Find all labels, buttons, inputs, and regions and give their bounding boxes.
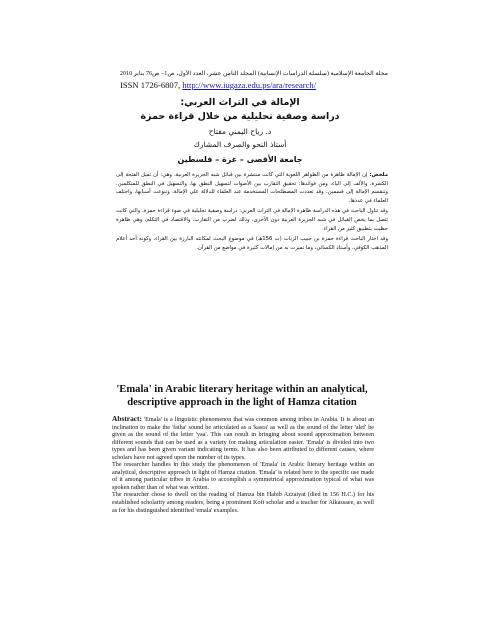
arabic-abstract-lead: ملخص: [369, 172, 388, 178]
issn-line [120, 80, 380, 90]
arabic-abstract-text-1: إن الإمالة ظاهرة من الظواهر اللغوية التي كانت منتشرة بين قبائل شبه الجزيرة العربية، وهي: أن تميل الفتحة إلى الكسرة، والألف إلى الياء، ومن فوائدها: تحقيق التقارب بين الأصوات لتسهيل النطق بها، والتسهيل في النطق للمتكلمين. وتنقسم الإمالة إلى قسمين، وقد تعددت المصطلحات المستخدمة عند العلماء للدلالة على الإمالة، وتنوعت أسبابها، واختلف العلماء في عددها. [116, 172, 388, 205]
english-abstract-lead: Abstract: [112, 414, 142, 423]
arabic-abstract-paragraph: وقد تناول الباحث في هذه الدراسة ظاهرة الإمالة في التراث العربي: دراسة وصفية تحليلية في ضوء قراءة حمزة، والتي كانت تتصل بما يخص القبائل في شبه الجزيرة العربية دون الأخرى، وذلك لضرب من التقارب، والاقتصاد في التكلم، وهي ظاهرة حظيت بتطبيق كثير من القراء. [116, 208, 388, 232]
arabic-abstract-paragraph: وقد اختار الباحث قراءة حمزة بن حبيب الزيات (ت 156هـ) في موضوع البحث لمكانته البارزة بين القراء، وكونه أحد أعلام المذهب الكوفي، وأستاذ الكسائي، وما تميزت به من إمالات كثيرة في مواضع من القرآن. [116, 235, 388, 251]
arabic-title: الإمالة في التراث العربي: [180, 97, 300, 108]
arabic-author: د. رياح اليمني مفتاح [208, 127, 272, 136]
english-abstract-paragraph: The researcher handles in this study the phenomenon of 'Emala' in Arabic literary heritage within an analytical, descriptive approach in light of Hamza citation. 'Emala' is related here to the specific use made of it among particular tribes in Arabia to accomplish a symmetrical approximation typical of what was spoken rather than of what was written. [112, 462, 374, 491]
arabic-abstract-paragraph [116, 171, 388, 206]
arabic-subtitle: دراسة وصفية تحليلية من خلال قراءة حمزة [140, 111, 340, 122]
english-abstract-text-1: 'Emala' is a linguistic phenomenon that was common among tribes in Arabia. It is about an inclination to make the 'fatha' sound be articulated as a 'kasra' as well as the sound of the letter 'alef' be given as the sound of the letter 'yaa'. This can result in bringing about sound approximation between different sounds that can be used as a variety for making articulation easier. 'Emala' is divided into two types and has been given variant indicating terms. It has also been attributed to different causes, where scholars have not agreed upon the number of its types. [112, 417, 374, 461]
arabic-abstract [116, 171, 388, 254]
english-abstract [112, 415, 374, 515]
english-abstract-paragraph [112, 415, 374, 462]
arabic-author-position: أستاذ النحو والصرف المشارك [193, 140, 287, 149]
english-title: 'Emala' in Arabic literary heritage within an analytical, descriptive approach in the light of Hamza citation [116, 384, 368, 408]
english-abstract-paragraph: The researcher chose to dwell on the reading of Hamza bin Habib Azzaiyat (died in 156 H.C.) for his established scholarity among readers, being a prominent Kofi scholar and a teacher for Alkassaee, as well as for his distinguished identified 'emala' examples. [112, 492, 374, 514]
journal-header: مجلة الجامعة الإسلامية (سلسلة الدراسات الإنسانية) المجلد الثامن عشر، العدد الأول، ص1– ص76 يناير 2010 [119, 70, 388, 77]
issn-text: ISSN 1726-6807, [120, 80, 181, 90]
arabic-university: جامعة الأقصى – غزة – فلسطين [177, 155, 303, 164]
research-url-link[interactable]: http://www.iugaza.edu.ps/ara/research/ [182, 80, 317, 90]
